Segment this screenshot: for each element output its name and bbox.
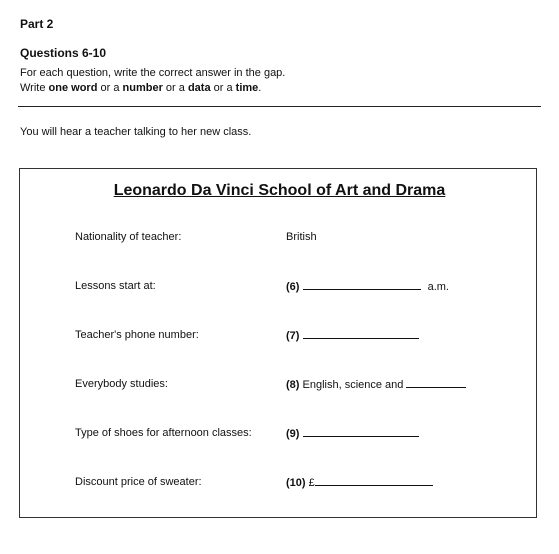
answer-prefix: English, science and (302, 379, 404, 391)
question-number: (6) (286, 281, 300, 293)
row-answer-sweater-price (286, 476, 433, 489)
instruction-emphasis: number (122, 82, 163, 94)
instruction-line-2 (20, 82, 261, 94)
unit-label: a.m. (427, 281, 449, 293)
section-divider (18, 106, 541, 107)
questions-heading: Questions 6-10 (20, 46, 107, 60)
row-label-lessons-start: Lessons start at: (75, 280, 156, 292)
answer-gap-6[interactable] (303, 280, 421, 290)
question-number: (9) (286, 428, 300, 440)
question-number: (10) (286, 477, 306, 489)
instruction-text: or a (100, 82, 120, 94)
row-answer-shoes (286, 427, 419, 440)
row-label-studies: Everybody studies: (75, 378, 168, 390)
instruction-emphasis: data (187, 82, 211, 94)
instruction-line-1: For each question, write the correct answer in the gap. (20, 67, 286, 79)
currency-symbol: £ (308, 477, 315, 489)
answer-gap-10[interactable] (315, 476, 433, 486)
row-label-shoes: Type of shoes for afternoon classes: (75, 427, 252, 439)
instruction-emphasis: one word (48, 82, 98, 94)
instruction-text: Write (20, 82, 46, 94)
answer-gap-7[interactable] (303, 329, 419, 339)
part-heading: Part 2 (20, 17, 54, 31)
listening-context: You will hear a teacher talking to her new class. (20, 126, 252, 138)
row-answer-studies (286, 378, 466, 391)
form-title: Leonardo Da Vinci School of Art and Drama (113, 182, 446, 199)
instruction-text: . (258, 82, 262, 94)
form-box (19, 168, 537, 518)
instruction-text: or a (213, 82, 233, 94)
question-number: (7) (286, 330, 300, 342)
question-number: (8) (286, 379, 300, 391)
answer-gap-9[interactable] (303, 427, 419, 437)
row-answer-lessons-start (286, 280, 449, 293)
instruction-text: or a (165, 82, 185, 94)
row-label-phone: Teacher's phone number: (75, 329, 199, 341)
row-answer-nationality: British (286, 231, 317, 243)
answer-gap-8[interactable] (406, 378, 466, 388)
row-label-nationality: Nationality of teacher: (75, 231, 182, 243)
row-answer-phone (286, 329, 419, 342)
row-label-sweater-price: Discount price of sweater: (75, 476, 202, 488)
instruction-emphasis: time (235, 82, 259, 94)
